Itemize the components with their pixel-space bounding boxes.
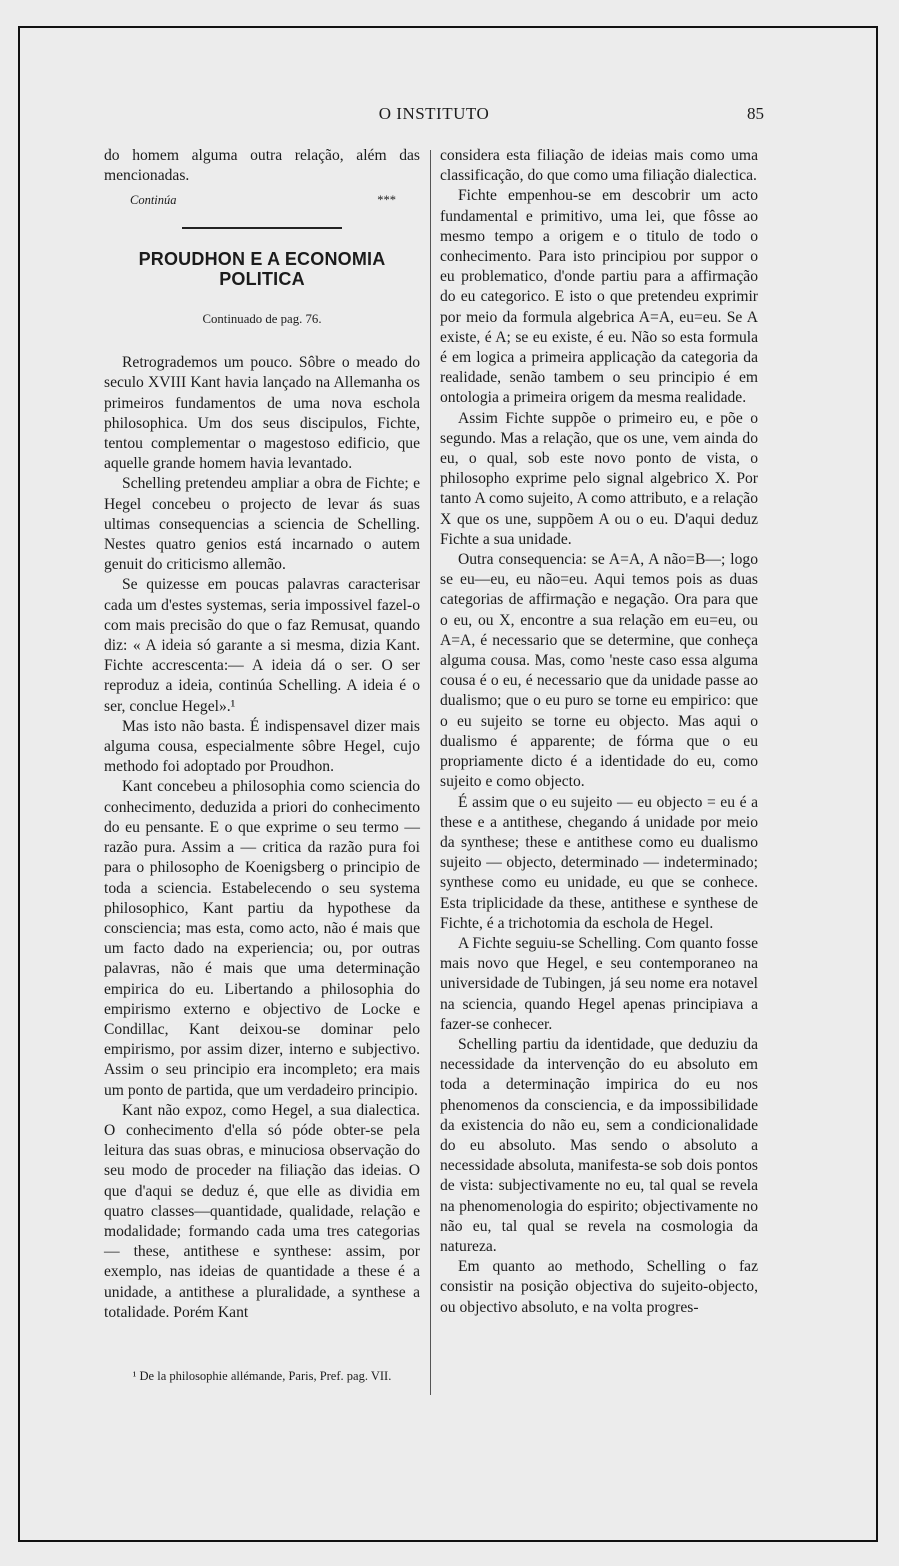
paragraph: Mas isto não basta. É indispensavel dizer mais alguma cousa, especialmente sôbre Hegel, cujo methodo foi adoptado por Proudhon. [104,717,420,776]
section-divider [182,227,342,229]
paragraph: Em quanto ao methodo, Schelling o faz consistir na posição objectiva do sujeito-objecto, ou objectivo absoluto, e na volta progres- [440,1258,758,1316]
article-title: PROUDHON E A ECONOMIA POLITICA [138,248,386,289]
right-column [440,146,758,1318]
left-column [104,146,420,1323]
intro-paragraph: do homem alguma outra relação, além das mencionadas. [104,147,420,185]
running-title: O INSTITUTO [378,104,490,123]
paragraph: Fichte empenhou-se em descobrir um acto fundamental e primitivo, uma lei, que fôsse ao mesmo tempo a origem e o titulo de todo o conhecimento. Para isto principiou por suppor o eu problematico, d'onde partiu para a affirmação do eu categorico. E isto o que pretendeu exprimir por meio da formula algebrica A=A, eu=eu. Se A existe, é A; se eu existe, é eu. Não so esta formula é em logica a primeira applicação da categoria da realidade, senão tambem o seu principio é em ontologia a primeira origem da mesma realidade. [440,187,758,407]
page-header [104,104,764,128]
paragraph: Se quizesse em poucas palavras caracterisar cada um d'estes systemas, seria impossivel fazel-o com mais precisão do que o faz Remusat, quando diz: « A ideia só garante a si mesma, dizia Kant. Fichte accrescenta:— A ideia dá o ser. O ser reproduz a ideia, continúa Schelling. A ideia é o ser, conclue Hegel».¹ [104,576,420,715]
paragraph: Assim Fichte suppõe o primeiro eu, e põe o segundo. Mas a relação, que os une, vem ainda do eu, o qual, sob este novo ponto de vista, o philosopho exprime pelo signal algebrico X. Por tanto A como sujeito, A como attributo, e a relação X que os une, suppõem A ou o eu. D'aqui deduz Fichte a sua unidade. [440,409,758,548]
continuation-row [130,190,396,210]
paragraph: Kant concebeu a philosophia como sciencia do conhecimento, deduzida a priori do conhecimento do eu pensante. E o que exprime o seu termo — razão pura. Assim a — critica da razão pura foi para o philosopho de Koenigsberg o principio de toda a sciencia. Estabelecendo o seu systema philosophico, Kant partiu da hypothese da consciencia; mas esta, como acto, não é mais que um facto dado na experiencia; ou, por outras palavras, não é mais que uma determinação empirica do eu. Libertando a philosophia do empirismo externo e objectivo de Locke e Condillac, Kant deixou-se dominar pelo empirismo, por assim dizer, interno e subjectivo. Assim o seu principio era incompleto; era mais um ponto de partida, que um verdadeiro principio. [104,778,420,1099]
paragraph: Schelling pretendeu ampliar a obra de Fichte; e Hegel concebeu o projecto de levar ás suas ultimas consequencias a sciencia de Schelling. Nestes quatro genios está incarnado o autem genuit do criticismo allemão. [104,475,420,574]
paragraph: É assim que o eu sujeito — eu objecto = eu é a these e a antithese, chegando á unidade por meio da synthese; these e antithese como eu dualismo sujeito — objecto, determinado — indeterminado; synthese como eu unidade, eu que se conhece. Esta triplicidade da these, antithese e synthese de Fichte, é a trichotomia da eschola de Hegel. [440,793,758,932]
page-number: 85 [747,104,764,123]
continua-label: Continúa [130,193,177,208]
asterisks: *** [377,193,396,208]
paragraph: Retrogrademos um pouco. Sôbre o meado do seculo XVIII Kant havia lançado na Allemanha os primeiros fundamentos de uma nova eschola philosophica. Um dos seus discipulos, Fichte, tentou complementar o magestoso edificio, que aquelle grande homem havia levantado. [104,354,420,473]
footnote: ¹ De la philosophie allémande, Paris, Pref. pag. VII. [132,1369,392,1383]
paragraph: Outra consequencia: se A=A, A não=B—; logo se eu—eu, eu não=eu. Aqui temos pois as duas categorias de affirmação e negação. Ora para que o eu, ou X, encontre a sua relação em eu=eu, ou A=A, é necessario que se determine, que conheça alguma cousa. Mas, como 'neste caso essa alguma cousa é o eu, é necessario que da unidade passe ao dualismo; que o eu puro se torne eu empirico: que o eu sujeito se torne eu objecto. Mas aqui o dualismo é apparente; de fórma que o eu propriamente dicto é a identidade do eu, como sujeito e como objecto. [440,551,758,791]
paragraph: A Fichte seguiu-se Schelling. Com quanto fosse mais novo que Hegel, e seu contemporaneo na universidade de Tubingen, já seu nome era notavel na sciencia, quando Hegel apenas principiava a fazer-se conhecer. [440,934,758,1033]
paragraph: Schelling partiu da identidade, que deduziu da necessidade da intervenção do eu absoluto em toda a determinação impirica do eu nos phenomenos da consciencia, e da impossibilidade da existencia do não eu, sem a condicionalidade do eu absoluto. Mas sendo o absoluto a necessidade absoluta, manifesta-se sob dois pontos de vista: subjectivamente no eu, tal qual se revela na phenomenologia do espirito; objectivamente no não eu, tal qual se revela na cosmologia da natureza. [440,1035,758,1255]
paragraph: considera esta filiação de ideias mais como uma classificação, do que como uma filiação dialectica. [440,147,758,185]
paragraph: Kant não expoz, como Hegel, a sua dialectica. O conhecimento d'ella só póde obter-se pela leitura das suas obras, e minuciosa observação do seu modo de proceder na filiação das ideias. O que d'aqui se deduz é, que elle as dividia em quatro classes—quantidade, qualidade, relação e modalidade; formando cada uma tres categorias — these, antithese e synthese: assim, por exemplo, nas ideias de quantidade a these é a unidade, a antithese a pluralidade, a synthese a totalidade. Porém Kant [104,1101,420,1321]
column-rule [430,150,431,1395]
continued-note: Continuado de pag. 76. [202,312,322,327]
footnote-rule [104,1358,420,1359]
